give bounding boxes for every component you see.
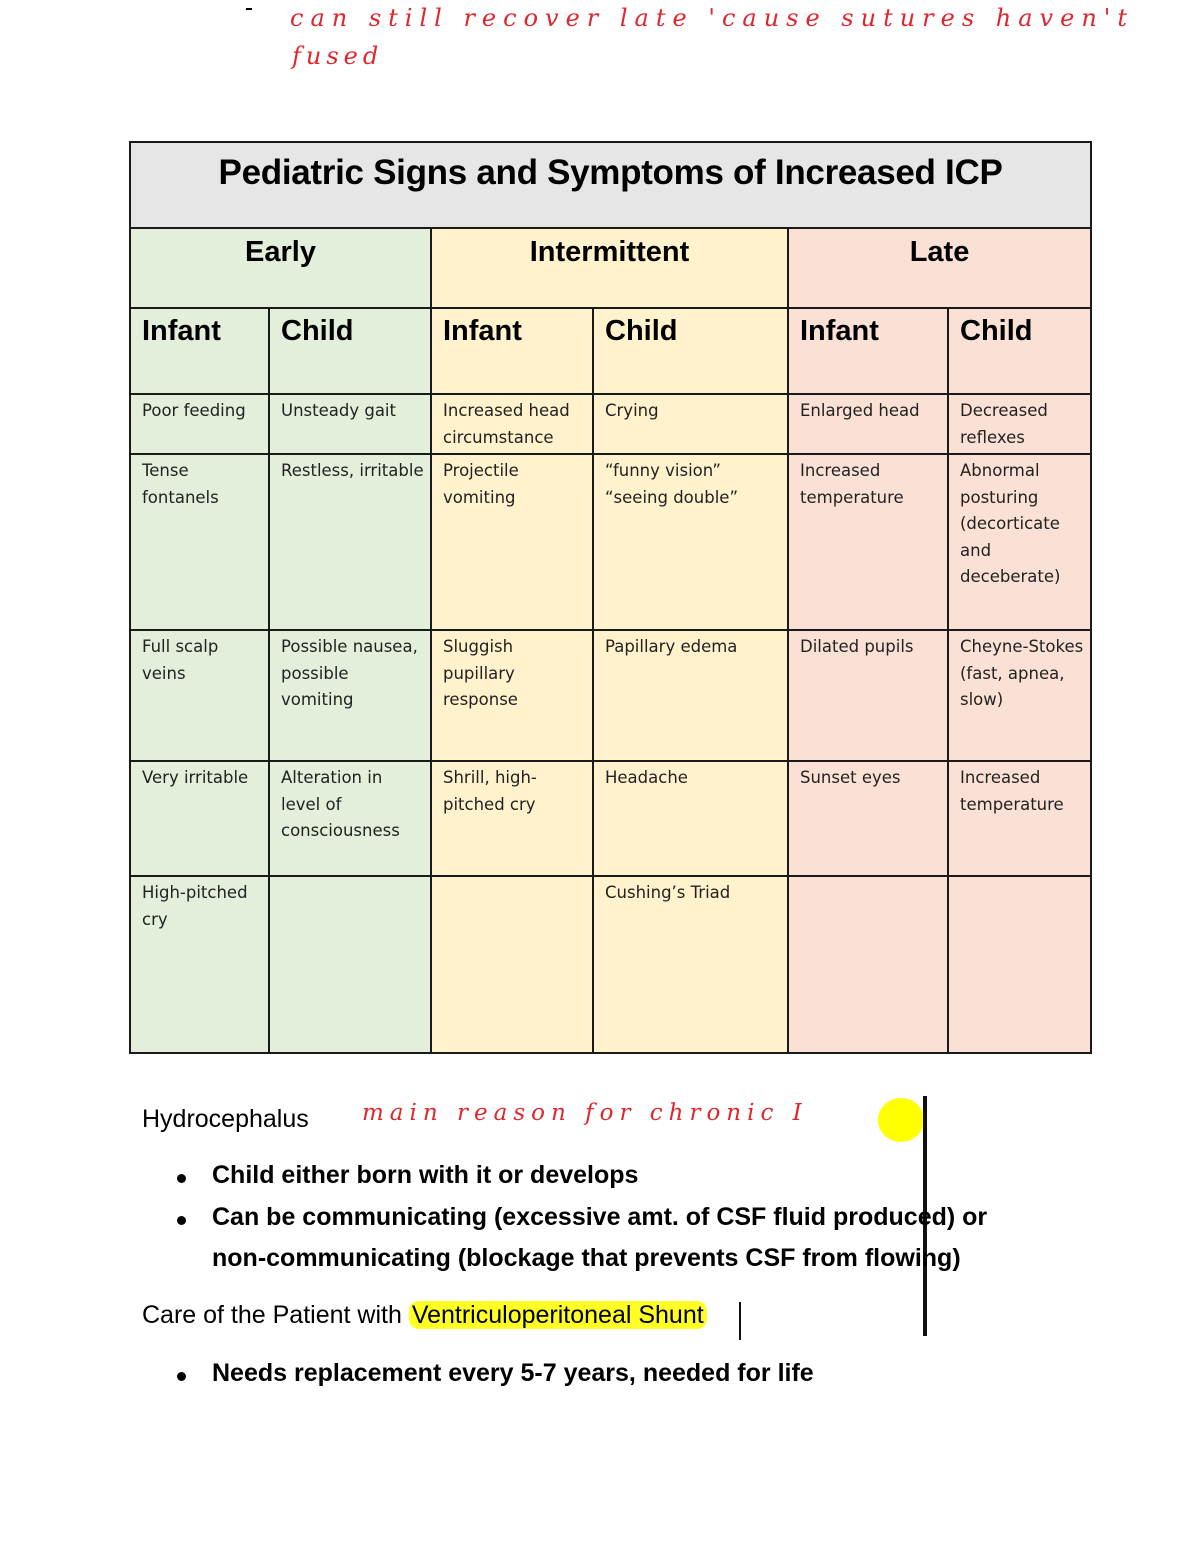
cell-text: Projectile vomiting [443,461,519,507]
age-label: Child [281,315,354,347]
age-header-early-infant [130,308,269,394]
age-header-late-child [948,308,1091,394]
table-cell [431,630,593,761]
table-cell [130,876,269,1053]
table-row [130,876,1091,1053]
cell-text: Alteration in level of consciousness [281,768,400,840]
table-row [130,761,1091,876]
table-cell [130,454,269,630]
table-cell [269,876,431,1053]
table-cell [269,630,431,761]
cell-text: Increased temperature [800,461,904,507]
stray-mark [246,8,252,10]
text-cursor-mark [739,1302,741,1340]
age-header-intermittent-infant [431,308,593,394]
handwritten-note-top-line-1: can still recover late 'cause sutures haven't [290,4,1135,32]
age-label: Infant [800,315,879,347]
age-label: Infant [142,315,221,347]
age-header-intermittent-child [593,308,788,394]
vp-shunt-heading-highlight: Ventriculoperitoneal Shunt [409,1301,707,1329]
table-title-cell [130,142,1091,228]
stage-header-late [788,228,1091,308]
cell-text [270,877,430,880]
cell-text: Shrill, high-pitched cry [443,768,537,814]
table-cell [431,761,593,876]
table-cell [431,394,593,454]
cell-text: “funny vision” “seeing double” [605,461,738,507]
table-cell [948,876,1091,1053]
table-title: Pediatric Signs and Symptoms of Increased ICP [218,153,1003,192]
vp-shunt-heading [142,1301,707,1330]
table-cell [948,630,1091,761]
hydrocephalus-bullet-2: Can be communicating (excessive amt. of CSF fluid produced) or [212,1203,988,1231]
cell-text: Increased temperature [960,768,1064,814]
cell-text: Sluggish pupillary response [443,637,518,709]
handwritten-note-hydrocephalus: main reason for chronic I [362,1100,808,1126]
icp-signs-table [129,141,1092,1054]
table-cell [593,761,788,876]
stage-header-early [130,228,431,308]
table-cell [269,394,431,454]
table-row [130,630,1091,761]
cell-text: Restless, irritable [281,461,424,480]
cell-text: High-pitched cry [142,883,248,929]
table-cell [431,454,593,630]
table-row [130,454,1091,630]
table-cell [593,630,788,761]
table-cell [788,454,948,630]
highlighter-blob [878,1098,924,1142]
cell-text: Tense fontanels [142,461,219,507]
vp-shunt-heading-prefix: Care of the Patient with [142,1301,409,1329]
cell-text: Possible nausea, possible vomiting [281,637,418,709]
table-cell [593,394,788,454]
cell-text: Abnormal posturing (decorticate and deceberate) [960,461,1061,586]
cell-text: Increased head circumstance [443,401,570,447]
hydrocephalus-heading: Hydrocephalus [142,1105,309,1133]
cell-text: Dilated pupils [800,637,914,656]
hydrocephalus-bullet-2-continued: non-communicating (blockage that prevents CSF from flowing) [212,1244,961,1272]
cell-text: Crying [605,401,659,420]
table-cell [431,876,593,1053]
bullet-icon [177,1216,186,1225]
table-cell [788,876,948,1053]
hydrocephalus-bullet-1: Child either born with it or develops [212,1161,639,1189]
bullet-icon [177,1174,186,1183]
age-label: Child [960,315,1033,347]
table-cell [269,761,431,876]
stage-header-intermittent [431,228,788,308]
bullet-icon [177,1372,186,1381]
table-cell [788,394,948,454]
table-cell [948,454,1091,630]
cell-text: Headache [605,768,688,787]
table-cell [269,454,431,630]
stage-label-intermittent: Intermittent [529,236,690,268]
stage-label-late: Late [909,236,970,268]
cell-text: Poor feeding [142,401,246,420]
table-cell [130,630,269,761]
cell-text [789,877,947,880]
table-cell [593,454,788,630]
stage-label-early: Early [245,236,316,268]
cell-text [949,877,1090,880]
age-label: Child [605,315,678,347]
age-header-early-child [269,308,431,394]
age-label: Infant [443,315,522,347]
table-cell [130,761,269,876]
cell-text: Papillary edema [605,637,738,656]
table-cell [788,630,948,761]
vp-shunt-bullet-1: Needs replacement every 5-7 years, needed for life [212,1359,814,1387]
table-cell [948,394,1091,454]
table-cell [593,876,788,1053]
cell-text: Cheyne-Stokes (fast, apnea, slow) [960,637,1084,709]
table-row [130,394,1091,454]
cell-text: Very irritable [142,768,249,787]
cell-text: Sunset eyes [800,768,901,787]
cell-text: Decreased reflexes [960,401,1048,447]
cell-text: Full scalp veins [142,637,219,683]
table-cell [788,761,948,876]
handwritten-note-top-line-2: fused [292,42,384,70]
age-header-late-infant [788,308,948,394]
cell-text: Enlarged head [800,401,920,420]
cell-text [432,877,592,880]
cell-text: Cushing’s Triad [605,883,731,902]
table-cell [130,394,269,454]
table-cell [948,761,1091,876]
cell-text: Unsteady gait [281,401,396,420]
